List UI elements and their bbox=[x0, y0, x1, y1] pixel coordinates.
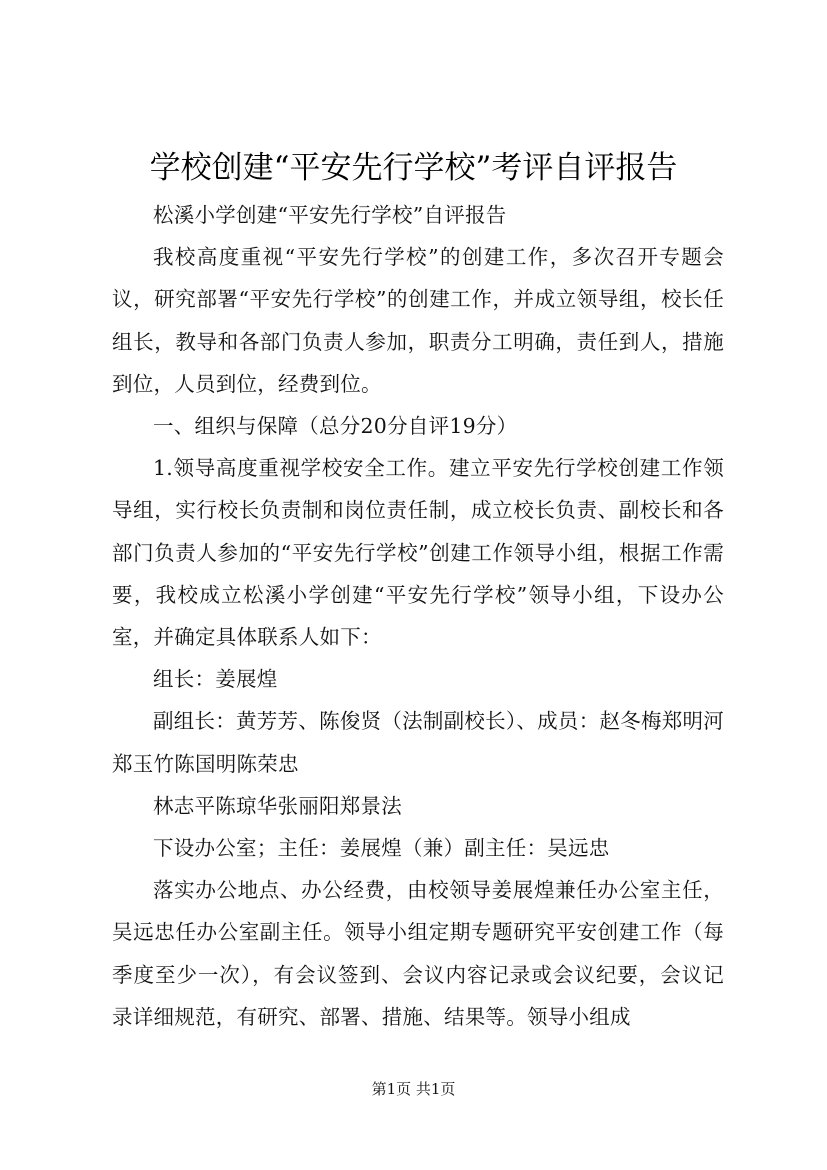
group-leader-line: 组长：姜展煌 bbox=[153, 667, 278, 692]
document-title: 学校创建“平安先行学校”考评自评报告 bbox=[149, 150, 678, 186]
deputy-leaders-line: 副组长：黄芳芳、陈俊贤（法制副校长）、成员：赵冬梅郑明河郑玉竹陈国明陈荣忠 bbox=[112, 709, 724, 776]
report-subtitle: 松溪小学创建“平安先行学校”自评报告 bbox=[153, 203, 507, 227]
office-line: 下设办公室；主任：姜展煌（兼）副主任：吴远忠 bbox=[153, 836, 610, 861]
page-footer: 第1页 共1页 bbox=[371, 1080, 456, 1098]
office-details-paragraph: 落实办公地点、办公经费，由校领导姜展煌兼任办公室主任，吴远忠任办公室副主任。领导小组定期专题研究平安创建工作（每季度至少一次），有会议签到、会议内容记录或会议纪要，会议记录详细规范，有研究、部署、措施、结果等。领导小组成 bbox=[112, 878, 724, 1029]
section-heading: 一、组织与保障（总分20分自评19分） bbox=[153, 414, 518, 439]
leadership-paragraph: 1.领导高度重视学校安全工作。建立平安先行学校创建工作领导组，实行校长负责制和岗位责任制，成立校长负责、副校长和各部门负责人参加的“平安先行学校”创建工作领导小组，根据工作需要，我校成立松溪小学创建“平安先行学校”领导小组，下设办公室，并确定具体联系人如下： bbox=[112, 456, 724, 650]
members-line: 林志平陈琼华张丽阳郑景法 bbox=[153, 793, 402, 818]
intro-paragraph: 我校高度重视“平安先行学校”的创建工作，多次召开专题会议，研究部署“平安先行学校”的创建工作，并成立领导组，校长任组长，教导和各部门负责人参加，职责分工明确，责任到人，措施到位，人员到位，经费到位。 bbox=[112, 245, 724, 396]
document-body bbox=[112, 194, 724, 1038]
